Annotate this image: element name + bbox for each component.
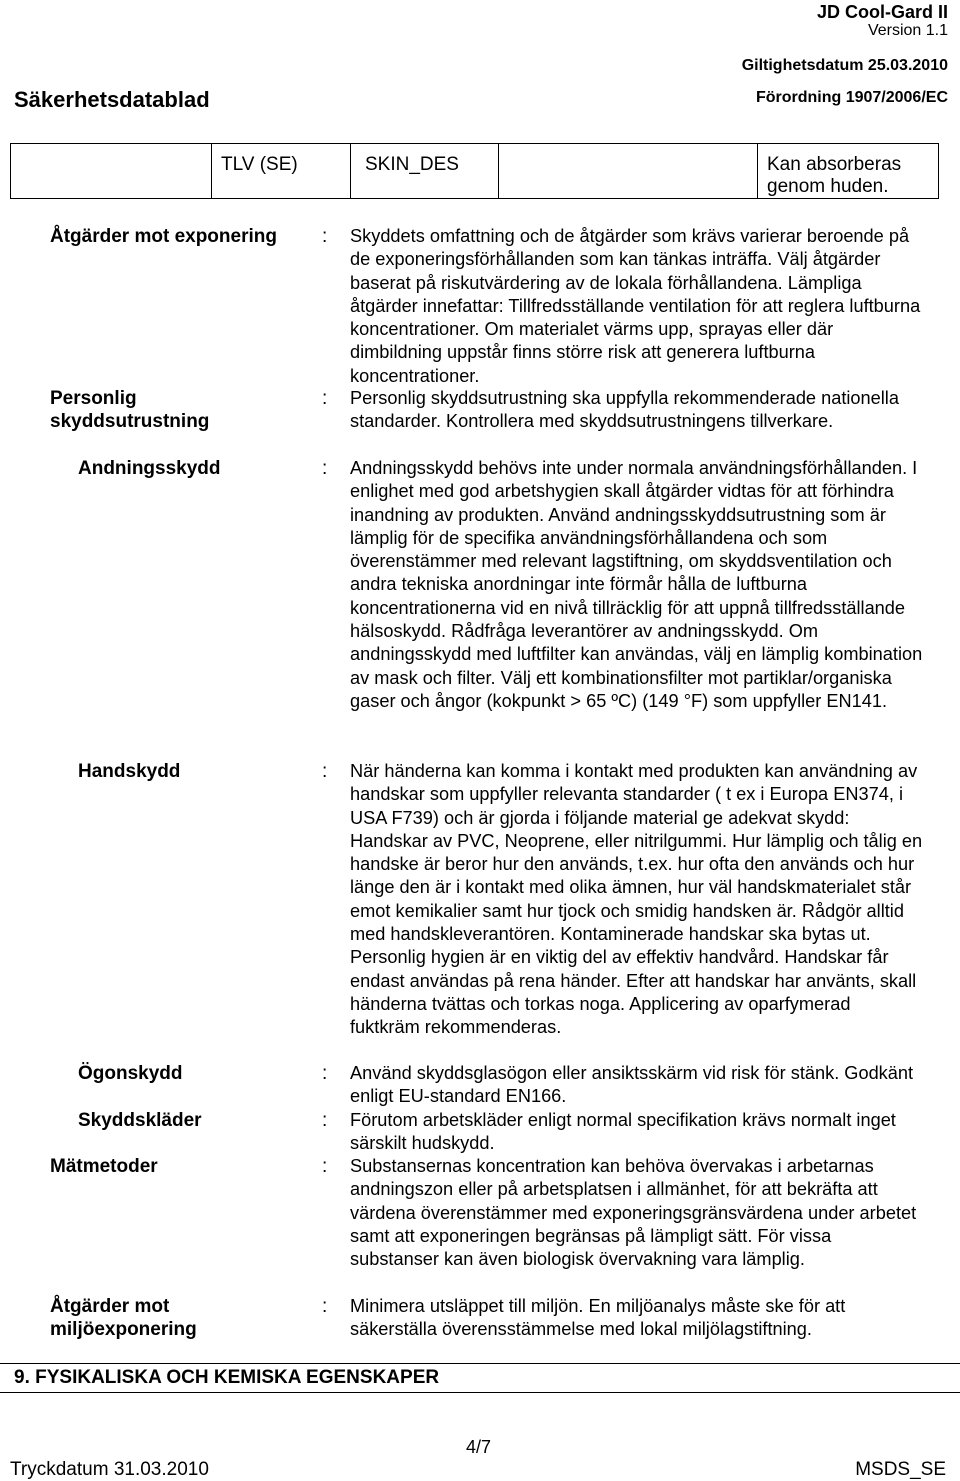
table-divider	[211, 144, 212, 198]
hand-protection-text: När händerna kan komma i kontakt med produkten kan användning av handskar som uppfyller relevanta standarder ( t ex i Europa EN374, i USA F739) och är gjorda i följande material ge adekvat skydd: Handskar av PVC, Neoprene, eller nitrilgummi. Hur lämplig och tålig en handske är beror hur den används, t.ex. hur ofta den används och hur länge den är i kontakt med olika ämnen, hur väl handskmaterialet står emot kemikalier samt hur tjock och smidig handsken är. Rådgör alltid med handskleverantören. Kontaminerade handskar ska bytas ut. Personlig hygien är en viktig del av effektiv handvård. Handskar får endast användas på rena händer. Efter att handskar har använts, skall händerna tvättas och torkas noga. Applicering av oparfymerad fuktkräm rekommenderas.	[350, 761, 923, 1038]
environmental-controls-text: Minimera utsläppet till miljön. En miljöanalys måste ske för att säkerställa överensstämmelse med lokal miljölagstiftning.	[350, 1296, 846, 1340]
table-divider	[498, 144, 499, 198]
separator-colon: :	[322, 1063, 328, 1084]
separator-colon: :	[322, 226, 328, 247]
skin-protection-text: Förutom arbetskläder enligt normal specifikation krävs normalt inget särskilt hudskydd.	[350, 1110, 896, 1154]
regulation: Förordning 1907/2006/EC	[755, 89, 948, 106]
document-title: Säkerhetsdatablad	[14, 87, 210, 112]
eye-protection-text: Använd skyddsglasögon eller ansiktsskärm vid risk för stänk. Godkänt enligt EU-standard EN166.	[350, 1063, 914, 1107]
exposure-limit-table	[10, 143, 939, 199]
ppe-text: Personlig skyddsutrustning ska uppfylla rekommenderade nationella standarder. Kontrollera med skyddsutrustningens tillverkare.	[350, 388, 899, 432]
monitoring-methods-label: Mätmetoder	[50, 1156, 158, 1177]
version: Version 1.1	[867, 22, 948, 39]
separator-colon: :	[322, 1110, 328, 1131]
environmental-controls-label: Åtgärder mot miljöexponering	[50, 1296, 197, 1341]
validity-date: Giltighetsdatum 25.03.2010	[741, 57, 948, 74]
eye-protection-label: Ögonskydd	[78, 1063, 183, 1084]
hand-protection-label: Handskydd	[78, 761, 181, 782]
separator-colon: :	[322, 761, 328, 782]
section-divider	[0, 1392, 960, 1393]
limit-type: TLV (SE)	[221, 154, 298, 175]
respiratory-protection-text: Andningsskydd behövs inte under normala användningsförhållanden. I enlighet med god arbetshygien skall åtgärder vidtas för att förhindra inandning av produkten. Använd andningsskyddsutrustning som är lämplig för de specifika användningsförhållandena och som överenstämmer med relevant lagstiftning, om skyddsventilation och andra tekniska anordningar inte förmår hålla de luftburna koncentrationerna vid en nivå tillräcklig för att uppnå tillfredsställande hälsoskydd. Rådfråga leverantörer av andningsskydd. Om andningsskydd med luftfilter kan användas, välj en lämplig kombination av mask och filter. Välj ett kombinationsfilter mot partiklar/organiska gaser och ångor (kokpunkt > 65 ºC) (149 °F) som uppfyller EN141.	[350, 458, 923, 711]
ppe-label: Personlig skyddsutrustning	[50, 388, 210, 433]
table-divider	[350, 144, 351, 198]
separator-colon: :	[322, 1296, 328, 1317]
respiratory-protection-label: Andningsskydd	[78, 458, 221, 479]
separator-colon: :	[322, 458, 328, 479]
table-divider	[757, 144, 758, 198]
print-date: Tryckdatum 31.03.2010	[10, 1459, 209, 1480]
product-name: JD Cool-Gard II	[816, 2, 948, 22]
separator-colon: :	[322, 1156, 328, 1177]
page-number: 4/7	[466, 1437, 492, 1457]
skin-protection-label: Skyddskläder	[78, 1110, 202, 1131]
monitoring-methods-text: Substansernas koncentration kan behöva övervakas i arbetarnas andningszon eller på arbetsplatsen i allmänhet, för att bekräfta att värdena överenstämmer med exponeringsgränsvärdena under arbetet samt att exponeringen begränsas på lämpligt sätt. För vissa substanser kan även biologisk övervakning vara lämplig.	[350, 1156, 917, 1270]
document-code: MSDS_SE	[855, 1459, 946, 1480]
section-divider	[0, 1363, 960, 1364]
exposure-controls-label: Åtgärder mot exponering	[50, 226, 277, 247]
separator-colon: :	[322, 388, 328, 409]
exposure-controls-text: Skyddets omfattning och de åtgärder som krävs varierar beroende på de exponeringsförhållanden som kan tänkas inträffa. Välj åtgärder baserat på riskutvärdering av de lokala förhållandena. Lämpliga åtgärder innefattar: Tillfredsställande ventilation för att reglera luftburna koncentrationer. Om materialet värms upp, sprayas eller där dimbildning uppstår finns större risk att generera luftburna koncentrationer.	[350, 226, 921, 386]
limit-code: SKIN_DES	[365, 154, 459, 175]
limit-note: Kan absorberas genom huden.	[767, 154, 902, 197]
section-9-heading: 9. FYSIKALISKA OCH KEMISKA EGENSKAPER	[14, 1367, 440, 1388]
